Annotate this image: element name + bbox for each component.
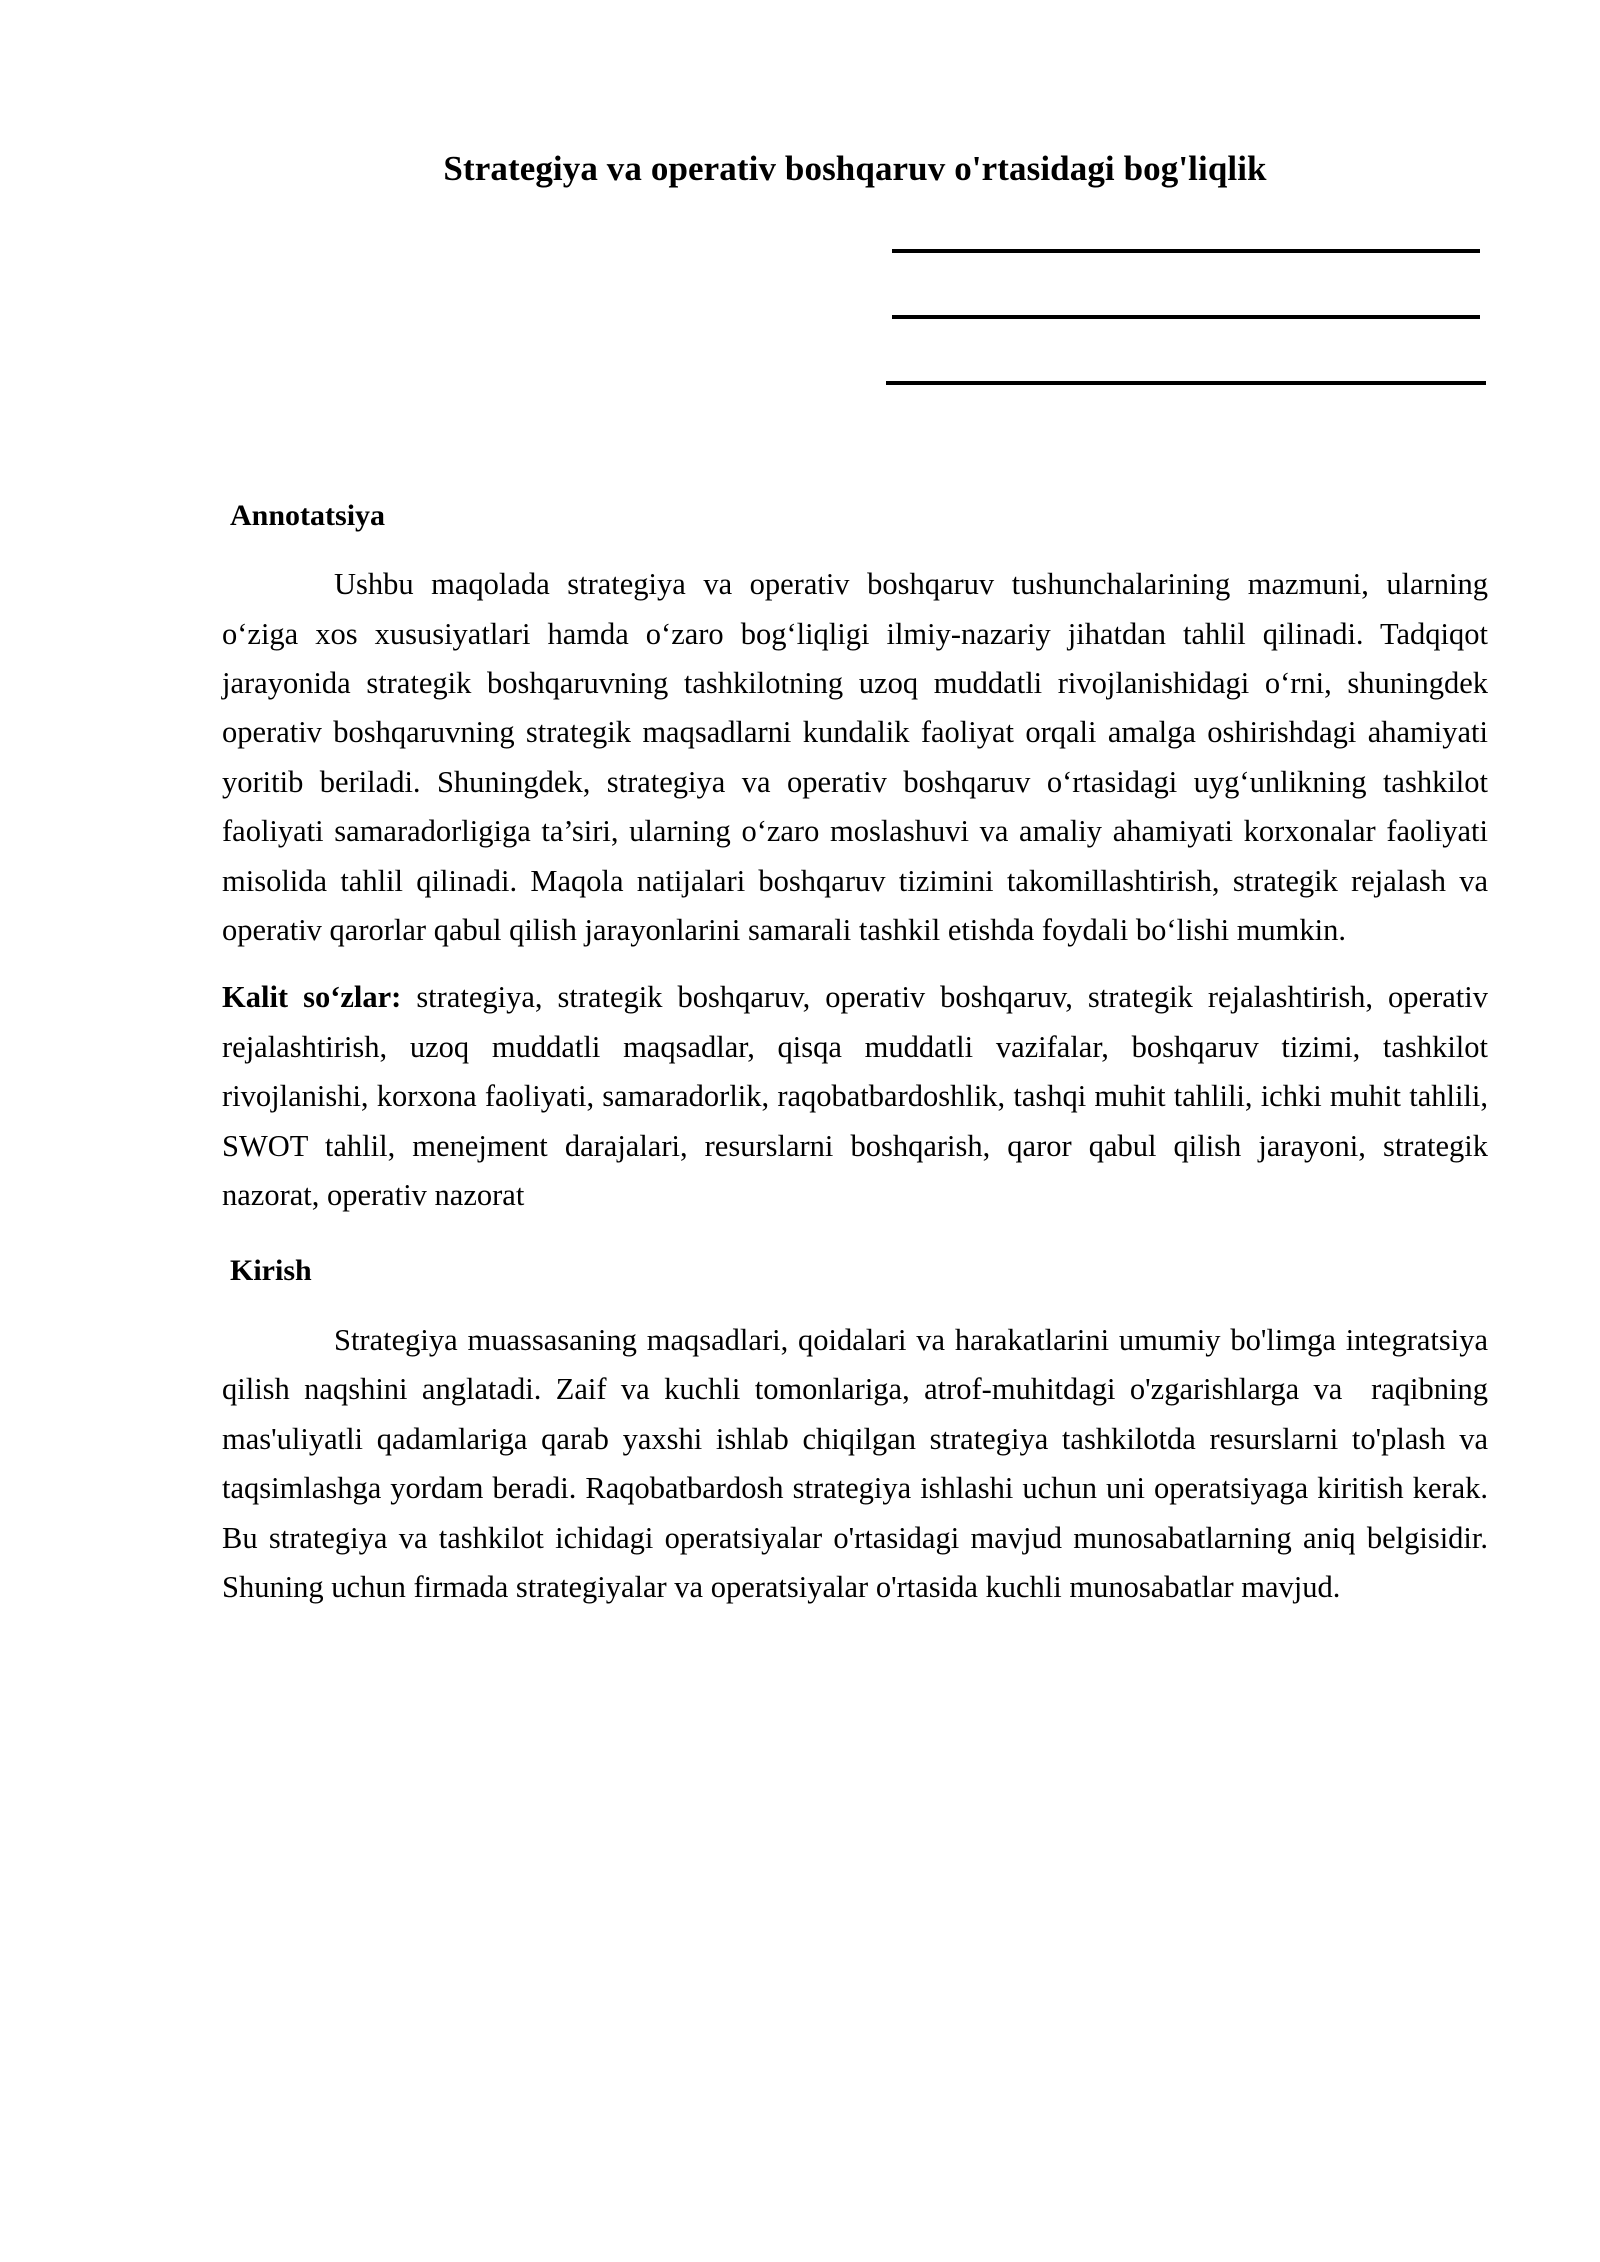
page-title: Strategiya va operativ boshqaruv o'rtasidagi bog'liqlik — [443, 149, 1267, 188]
keywords-label: Kalit so‘zlar: — [222, 980, 402, 1015]
author-line-3-rule — [886, 381, 1486, 385]
keywords-list: strategiya, strategik boshqaruv, operativ boshqaruv, strategik rejalashtirish, operativ rejalashtirish, uzoq muddatli maqsadlar, qisqa muddatli vazifalar, boshqaruv tizimi, tashkilot rivojlanishi, korxona faoliyati, samaradorlik, raqobatbardoshlik, tashqi muhit tahlili, ichki muhit tahlili, SWOT tahlil, menejment darajalari, resurslarni boshqarish, qaror qabul qilish jarayoni, strategik nazorat, operativ nazorat — [222, 980, 1496, 1213]
page-content — [222, 0, 1496, 1612]
heading-annotatsiya: Annotatsiya — [230, 498, 386, 532]
paragraph-kirish: Strategiya muassasaning maqsadlari, qoidalari va harakatlarini umumiy bo'limga integratsiya qilish naqshini anglatadi. Zaif va kuchli tomonlariga, atrof-muhitdagi o'zgarishlarga va raqibning mas'uliyatli qadamlariga qarab yaxshi ishlab chiqilgan strategiya tashkilotda resurslarni to'plash va taqsimlashga yordam beradi. Raqobatbardosh strategiya ishlashi uchun uni operatsiyaga kiritish kerak. Bu strategiya va tashkilot ichidagi operatsiyalar o'rtasidagi mavjud munosabatlarning aniq belgisidir. Shuning uchun firmada strategiyalar va operatsiyalar o'rtasida kuchli munosabatlar mavjud. — [222, 1322, 1496, 1604]
author-line-2-rule — [892, 315, 1480, 319]
paragraph-annotatsiya: Ushbu maqolada strategiya va operativ boshqaruv tushunchalarining mazmuni, ularning o‘ziga xos xususiyatlari hamda o‘zaro bog‘liqligi ilmiy-nazariy jihatdan tahlil qilinadi. Tadqiqot jarayonida strategik boshqaruvning tashkilotning uzoq muddatli rivojlanishidagi o‘rni, shuningdek operativ boshqaruvning strategik maqsadlarni kundalik faoliyat orqali amalga oshirishdagi ahamiyati yoritib beriladi. Shuningdek, strategiya va operativ boshqaruv o‘rtasidagi uyg‘unlikning tashkilot faoliyati samaradorligiga ta’siri, ularning o‘zaro moslashuvi va amaliy ahamiyati korxonalar faoliyati misolida tahlil qilinadi. Maqola natijalari boshqaruv tizimini takomillashtirish, strategik rejalash va operativ qarorlar qabul qilish jarayonlarini samarali tashkil etishda foydali bo‘lishi mumkin. — [222, 567, 1496, 948]
paragraph-keywords — [222, 955, 1496, 1220]
author-line-1-rule — [892, 249, 1480, 253]
author-rule-block — [222, 249, 1488, 385]
heading-kirish: Kirish — [230, 1254, 312, 1288]
